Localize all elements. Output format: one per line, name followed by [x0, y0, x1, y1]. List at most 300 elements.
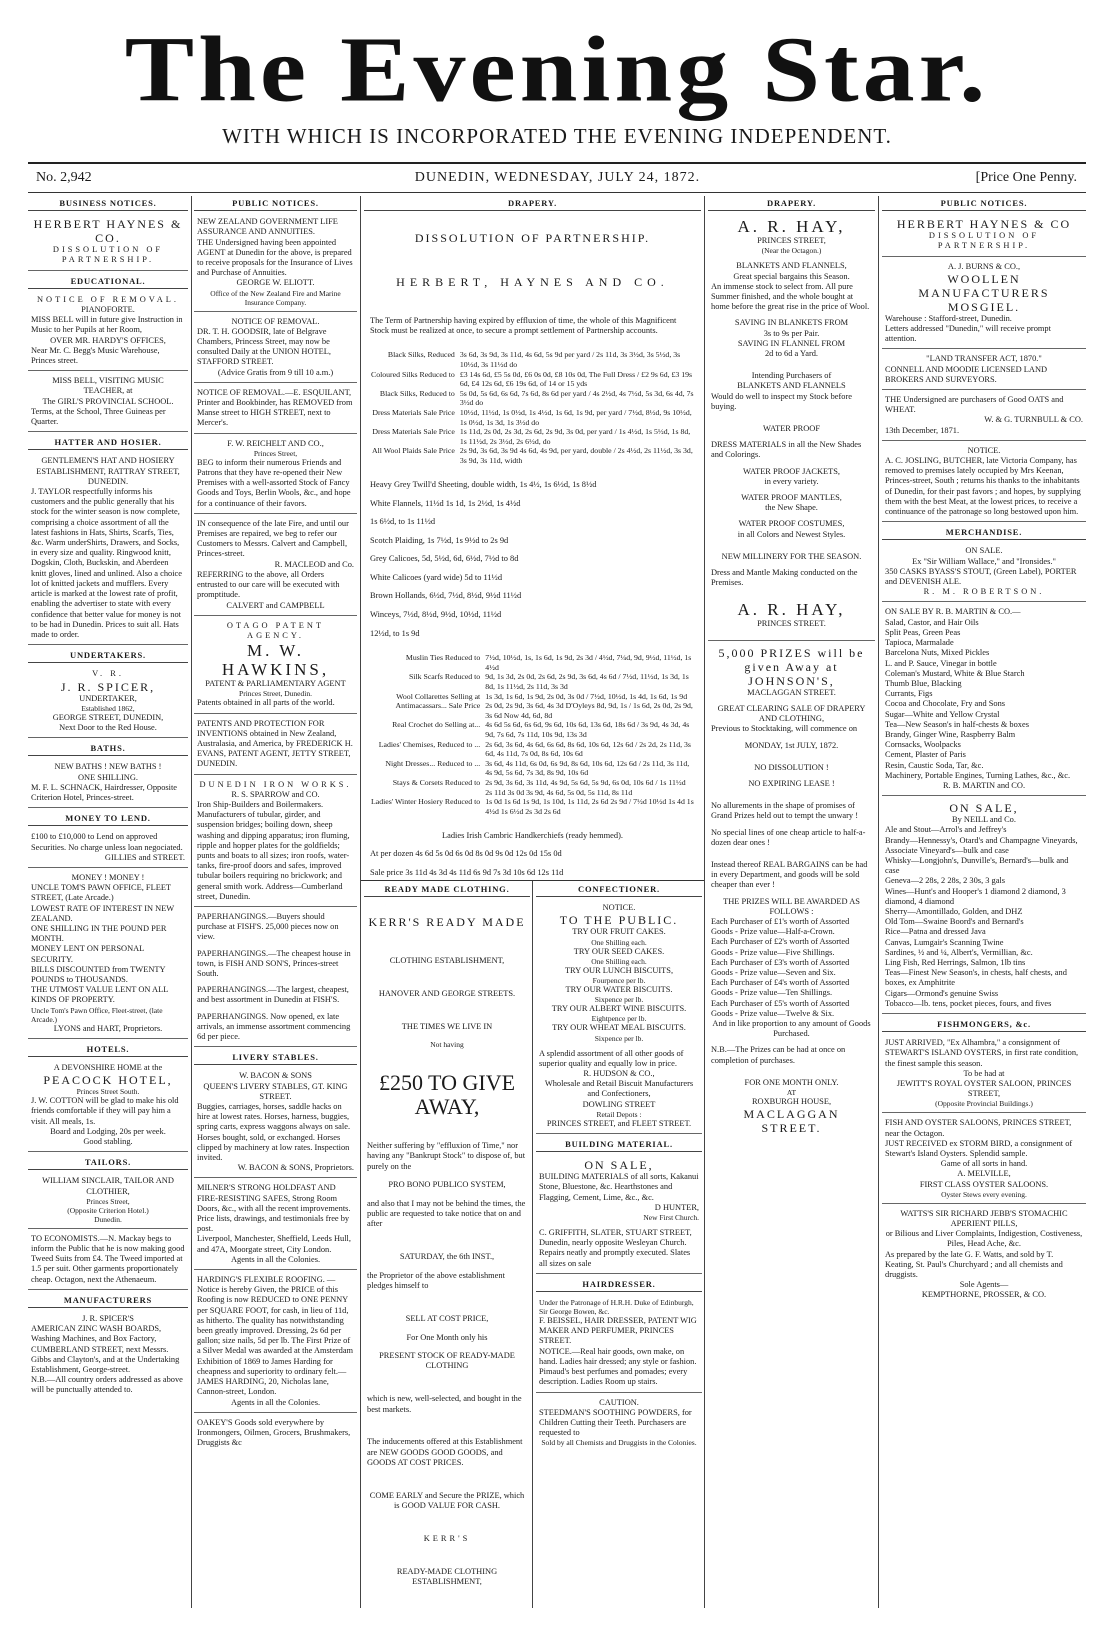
advert-text: One Shilling each. — [591, 937, 647, 947]
advert-text: L. and P. Sauce, Vinegar in bottle — [885, 658, 997, 668]
advert-text: 13th December, 1871. — [885, 425, 960, 435]
price-values: 2s 9d, 3s 6d, 3s 11d, 4s 9d, 5s 6d, 5s 9d, 6s 0d, 10s 6d / 1s 11½d 2s 11d 3s 0d 3s 9d, 4s 6d, 5s 0d, 5s 11d, 8s 11d — [485, 777, 686, 797]
advert-text: Canvas, Lumgair's Scanning Twine — [885, 937, 1004, 947]
advert-text: Price lists, drawings, and testimonials free by post. — [197, 1214, 350, 1234]
advert-text: Uncle Tom's Pawn Office, Fleet-street, (late Arcade.) — [31, 1005, 163, 1024]
price-item-label: Black Silks, Reduced — [387, 350, 455, 360]
advert-text: Neither suffering by "effluxion of Time," nor having any "Bankrupt Stock" to dispose of, but purely on the — [367, 1141, 526, 1171]
section-header: DRAPERY. — [364, 196, 701, 211]
advert-text: NEW BATHS ! NEW BATHS ! — [54, 762, 162, 772]
advert-text: Tapioca, Marmalade — [885, 638, 954, 648]
price-values: 1s 0d 1s 6d 1s 9d, 1s 10d, 1s 11d, 2s 6d 2s 9d / 7½d 10½d 1s 4d 1s 4½d 1s 6½d 2s 3d 2s 6d — [485, 797, 694, 816]
advert-text: R. S. SPARROW and CO. — [231, 789, 320, 799]
advert-text: M. W. HAWKINS, — [221, 641, 330, 680]
advert-text: Near Mr. C. Begg's Music Warehouse, Princes street. — [31, 345, 160, 366]
advert-text: Not having — [430, 1040, 464, 1050]
section-header: FISHMONGERS, &c. — [882, 1017, 1086, 1032]
advert-text: 1s 6½d, to 1s 11½d — [370, 517, 436, 527]
dateline — [30, 168, 1085, 190]
advert-text: Would do well to inspect my Stock before buying. — [711, 391, 852, 411]
advert-text: Barcelona Nuts, Mixed Pickles — [885, 648, 990, 658]
advert-text: J. TAYLOR respectfully informs his customers and the public generally that his stock for the winter season is now complete, comprising a choice assortment of all the latest fashions in Hats, Shirts, Scarfs, Ties, &c. Warm underShirts, Drawers, and Socks, in every size and quality. Ringwood knitt, Dogskin, Cloth, Buckskin, and Aberdeen knitt gloves, lined and unlined. Also a choice lot of knitted jackets and mufflers. Every article is marked at the lowest rate of profit, enabling the advertiser to state with every confidence that better value for money is not to be had in Dunedin. Prices to suit all. Hats made to order. — [31, 487, 182, 639]
advert — [28, 871, 188, 1039]
advert-text: A. R. HAY, — [737, 217, 846, 237]
advert-text: TRY OUR ALBERT WINE BISCUITS. — [551, 1004, 687, 1014]
price-item-label: All Wool Plaids Sale Price — [371, 446, 455, 456]
price-values: 4s 6d 5s 6d, 6s 6d, 9s 6d, 10s 6d, 13s 6d, 18s 6d / 3s 9d, 4s 3d, 4s 9d, 7s 6d, 7s 11d, 10s 9d, 13s 3d — [485, 720, 690, 739]
advert-text: 5,000 PRIZES will be given Away at — [718, 645, 865, 674]
advert-text: KEMPTHORNE, PROSSER, & CO. — [921, 1290, 1047, 1300]
advert-text: Under the Patronage of H.R.H. Duke of Edinburgh, Sir George Bowen, &c. — [539, 1298, 694, 1317]
advert-text: HANOVER AND GEORGE STREETS. — [378, 988, 516, 998]
section-header: EDUCATIONAL. — [28, 274, 188, 289]
column-3b — [536, 882, 702, 1607]
advert-text: 350 CASKS BYASS'S STOUT, (Green Label), PORTER and DEVENISH ALE. — [885, 566, 1077, 587]
advert-text: KERR'S — [423, 1534, 471, 1544]
advert — [882, 1036, 1086, 1113]
advert-text: the Proprietor of the above establishment pledges himself to — [367, 1270, 505, 1290]
advert-text: PRINCES STREET, and FLEET STREET. — [546, 1118, 692, 1128]
section-header: HATTER AND HOSIER. — [28, 435, 188, 450]
advert-text: N.B.—The Prizes can be had at once on completion of purchases. — [711, 1045, 846, 1065]
advert-text: BEG to inform their numerous Friends and Patrons that they have re-opened their New Premises with a well-assorted Stock of Fancy Goods and Toys, Berlin Wools, &c., and hope for a continuance of their favors. — [197, 457, 351, 508]
advert-text: Warehouse : Stafford-street, Dunedin. — [885, 313, 1012, 323]
advert-text: Thumb Blue, Blacking — [885, 678, 962, 688]
advert-text: NOTICE.—Real hair goods, own make, on hand. Ladies hair dressed; any style or fashion. Pimaud's best perfumes and pomades; every description. Ladies Room up stairs. — [539, 1346, 697, 1387]
advert-text: C. GRIFFITH, SLATER, STUART STREET, Dunedin, nearly opposite Wesleyan Church. Repairs neatly and promptly executed. Slates all sizes on sale — [539, 1228, 692, 1268]
advert-text: R. B. MARTIN and CO. — [942, 780, 1026, 790]
advert-text: PAPERHANGINGS.—Buyers should purchase at FISH'S. 25,000 pieces now on view. — [197, 911, 339, 942]
advert-text: PATENT & PARLIAMENTARY AGENT — [205, 679, 346, 689]
advert-text: The inducements offered at this Establishment are NEW GOODS GOOD GOODS, and GOODS AT COST PRICES. — [367, 1437, 523, 1467]
section-header: LIVERY STABLES. — [194, 1050, 357, 1065]
advert-text: Rice—Patna and dressed Java — [885, 927, 986, 937]
column-5 — [882, 196, 1086, 1611]
advert-text: FOR ONE MONTH ONLY. — [744, 1077, 839, 1087]
advert-text: SAVING IN FLANNEL FROM — [737, 338, 846, 348]
advert-text: To be had at — [963, 1068, 1005, 1078]
advert-text: THE Undersigned are purchasers of Good OATS and WHEAT. — [885, 395, 1064, 415]
price-values: 3s 6d, 3s 9d, 3s 11d, 4s 6d, 5s 9d per yard / 2s 11d, 3s 3½d, 3s 5½d, 3s 10½d, 3s 11½d do — [459, 350, 681, 369]
advert-text: Wines—Hunt's and Hooper's 1 diamond 2 diamond, 3 diamond, 4 diamond — [885, 886, 1066, 906]
section-header: TAILORS. — [28, 1155, 188, 1170]
advert-text: MONEY LENT ON PERSONAL SECURITY. — [31, 944, 144, 964]
advert-text: GEORGE W. ELIOTT. — [236, 278, 315, 288]
advert-text: D HUNTER, — [654, 1202, 699, 1212]
advert-text: PARTNERSHIP. — [937, 241, 1031, 251]
advert-text: Each Purchaser of £5's worth of Assorted Goods - Prize value—Twelve & Six. — [711, 998, 850, 1018]
advert-text: As prepared by the late G. F. Watts, and sold by T. Keating, St. Paul's Churchyard ; and all chemists and druggists. — [885, 1249, 1063, 1280]
advert — [28, 374, 188, 432]
advert-text: Brandy, Ginger Wine, Raspberry Balm — [885, 729, 1016, 739]
advert-text: TO ECONOMISTS.—N. Mackay begs to inform the Public that he is now making good Tweed Suits from £4. The Tweed imported at 1.5 per suit. Other garments proportionately cheap. Octagon, next the Athenaeum. — [31, 1233, 185, 1284]
advert — [194, 517, 357, 616]
price-values: 2s 0d, 2s 9d, 3s 6d, 4s 3d D'Oyleys 8d, 9d, 1s / 1s 6d, 2s 0d, 2s 9d, 3s 6d Now 4d, 6d, 8d — [485, 701, 693, 720]
price-values: 1s 3d, 1s 6d, 1s 9d, 2s 0d, 3s 0d / 7½d, 10½d, 1s 4d, 1s 6d, 1s 9d — [485, 691, 688, 701]
advert-text: PAPERHANGINGS.—The cheapest house in town, is FISH AND SON'S, Princes-street South. — [197, 948, 351, 978]
advert — [536, 1156, 702, 1274]
price-values: 10½d, 11½d, 1s 0½d, 1s 4½d, 1s 6d, 1s 9d, per yard / 7½d, 8½d, 9s 10½d, 1s 0½d, 1s 3d, 1s 3½d do — [459, 407, 692, 427]
advert-text: W. BACON & SONS — [239, 1071, 312, 1081]
price-item-label: Dress Materials Sale Price — [372, 407, 455, 417]
advert-text: White Calicoes (yard wide) 5d to 11½d — [370, 572, 503, 582]
advert-text: DOWLING STREET — [582, 1099, 656, 1109]
advert-text: TRY OUR FRUIT CAKES. — [572, 927, 666, 937]
advert-text: WATER PROOF — [762, 424, 820, 434]
advert-text: WATTS'S SIR RICHARD JEBB'S STOMACHIC APERIENT PILLS, — [900, 1208, 1068, 1229]
advert-text: Tobacco—lb. tens, pocket pieces, fours, and fives — [885, 998, 1052, 1008]
advert-text: WATER PROOF COSTUMES, — [738, 519, 845, 529]
advert-text: "LAND TRANSFER ACT, 1870." — [926, 354, 1042, 364]
advert-text: Sherry—Amontillado, Golden, and DHZ — [885, 906, 1023, 916]
advert-text: and also that I may not be behind the times, the public are requested to take notice that on and after — [367, 1198, 526, 1229]
advert — [882, 544, 1086, 602]
advert-text: DISSOLUTION OF — [928, 231, 1040, 241]
advert-text: The GIRL'S PROVINCIAL SCHOOL. — [42, 396, 174, 406]
advert-text: One Shilling each. — [591, 956, 647, 966]
advert — [882, 393, 1086, 441]
advert-text: NOTICE OF REMOVAL.—E. ESQUILANT, Printer and Bookbinder, has REMOVED from Manse street to HIGH STREET, next to Mercer's. — [197, 387, 353, 428]
advert-text: New First Church. — [643, 1213, 699, 1223]
advert-text: PATENTS AND PROTECTION FOR INVENTIONS obtained in New Zealand, Australasia, and America, by FREDERICK H. EVANS, PATENT AGENT, JETTY STREET, DUNEDIN. — [197, 718, 353, 769]
advert-text: Established 1862, — [81, 703, 135, 713]
advert — [708, 215, 875, 640]
advert-text: JEWITT'S ROYAL OYSTER SALOON, PRINCES STREET, — [896, 1079, 1072, 1099]
price-values: £3 14s 6d, £5 5s 0d, £6 0s 0d, £8 10s 0d, The Full Dress / £2 9s 6d, £3 19s 6d, £4 12s 6d, £6 19s 6d, of 14 or 15 yds — [459, 369, 693, 389]
advert-text: OTAGO PATENT AGENCY. — [226, 620, 325, 640]
advert-text: Agents in all the Colonies. — [230, 1254, 321, 1264]
advert-text: J. R. SPICER, — [60, 679, 156, 694]
column-3a — [364, 882, 530, 1607]
advert-text: Ladies Irish Cambric Handkerchiefs (ready hemmed). — [442, 830, 623, 840]
price-values: 3s 6d, 4s 11d, 6s 0d, 6s 9d, 8s 6d, 10s 6d, 12s 6d / 2s 11d, 3s 11d, 4s 9d, 5s 6d, 7s 3d, 8s 9d, 10s 6d — [485, 758, 690, 778]
advert-text: ROXBURGH HOUSE, — [751, 1096, 832, 1106]
advert-text: PRO BONO PUBLICO SYSTEM, — [388, 1180, 506, 1190]
advert-text: CLOTHING ESTABLISHMENT, — [389, 955, 505, 965]
advert-text: NO DISSOLUTION ! — [754, 762, 829, 772]
advert — [28, 830, 188, 868]
advert-text: WATER PROOF JACKETS, — [742, 466, 841, 476]
advert-text: ONE SHILLING IN THE POUND PER MONTH. — [31, 923, 167, 944]
advert-text: QUEEN'S LIVERY STABLES, GT. KING STREET. — [203, 1081, 348, 1101]
advert-text: Geneva—2 28s, 2 28s, 2 30s, 3 gals — [885, 876, 1006, 886]
price-item-label: Dress Materials Sale Price — [372, 427, 455, 437]
advert-text: (Advice Gratis from 9 till 10 a.m.) — [217, 367, 334, 377]
advert-text: Dress and Mantle Making conducted on the Premises. — [711, 568, 858, 588]
advert-text: Scotch Plaiding, 1s 7½d, 1s 9½d to 2s 9d — [370, 535, 509, 545]
section-header: PUBLIC NOTICES. — [194, 196, 357, 211]
advert-text: Old Tom—Swaine Boord's and Bernard's — [885, 917, 1024, 927]
advert-text: At per dozen 4s 6d 5s 0d 6s 0d 8s 0d 9s 0d 12s 0d 15s 0d — [370, 849, 562, 859]
advert-text: LOWEST RATE OF INTEREST IN NEW ZEALAND. — [31, 903, 175, 923]
advert-text: Sale price 3s 11d 4s 3d 4s 11d 6s 9d 7s 3d 10s 6d 12s 11d — [370, 867, 564, 877]
advert-text: M. F. L. SCHNACK, Hairdresser, Opposite Criterion Hotel, Princes-street. — [31, 782, 178, 802]
advert-text: BLANKETS AND FLANNELS, — [736, 261, 847, 271]
advert-text: Coleman's Mustard, White & Blue Starch — [885, 668, 1025, 678]
advert-text: W. BACON & SONS, Proprietors. — [237, 1163, 354, 1173]
advert-text: FIRST CLASS OYSTER SALOONS. — [919, 1179, 1049, 1189]
advert-text: £250 TO GIVE AWAY, — [378, 1070, 516, 1120]
advert — [194, 1273, 357, 1413]
section-header: MONEY TO LEND. — [28, 811, 188, 826]
advert-text: Teas—Finest New Season's, in chests, half chests, and boxes, ex Amphitrite — [885, 968, 1067, 988]
advert-text: Eightpence per lb. — [591, 1014, 647, 1024]
price-table — [370, 350, 695, 465]
advert-text: 12½d, to 1s 9d — [370, 628, 420, 638]
advert — [28, 667, 188, 738]
advert — [194, 215, 357, 311]
advert-text: MISS BELL, VISITING MUSIC TEACHER, at — [52, 376, 164, 396]
advert — [194, 1181, 357, 1270]
advert — [28, 1312, 188, 1400]
advert-text: WOOLLEN MANUFACTURERS MOSGIEL. — [918, 271, 1050, 314]
price-values: 2s 6d, 3s 6d, 4s 6d, 6s 6d, 8s 6d, 10s 6d, 12s 6d / 2s 2d, 2s 11d, 3s 6d, 4s 11d, 7s 0d, 8s 6d, 10s 6d — [485, 739, 691, 759]
price-item-label: Ladies' Winter Hosiery Reduced to — [371, 797, 481, 807]
advert-text: the New Shape. — [765, 503, 818, 513]
advert-text: BUILDING MATERIALS of all sorts, Kakanui Stone, Bluestone, &c. Hearthstones and Flagging, Cement, Lime, &c., &c. — [539, 1172, 699, 1202]
advert-text: Iron Ship-Builders and Boilermakers. Manufacturers of tubular, girder, and suspension bridges; boiling down, sheep washing and dipping apparatus; iron fluming, ripple and hopper plates for the goldfields; punts and boats to all sizes; iron roofs, water-tanks, fire-proof doors and safes, improved tubular boilers requiring no brickwork; and general smith work. Address—Cumberland street, Dunedin. — [197, 799, 350, 901]
advert-text: FISH AND OYSTER SALOONS, PRINCES STREET, near the Octagon. — [885, 1118, 1072, 1138]
advert-text: SAVING IN BLANKETS FROM — [734, 318, 849, 328]
advert-text: J. W. COTTON will be glad to make his old friends comfortable if they will pay him a visit. All meals, 1s. — [31, 1096, 179, 1126]
column-4 — [708, 196, 875, 1611]
advert-text: GEORGE STREET, DUNEDIN, — [52, 712, 164, 722]
advert-text: ON SALE, — [584, 1158, 654, 1173]
price-item-label: Wool Collarettes Selling at — [396, 691, 481, 701]
advert — [194, 1416, 357, 1453]
advert-text: Previous to Stocktaking, will commence on — [711, 724, 858, 734]
section-header: MANUFACTURERS — [28, 1293, 188, 1308]
column-rule — [360, 196, 361, 1608]
advert-text: PAPERHANGINGS. Now opened, ex late arrivals, an immense assortment commencing 6d per piece. — [197, 1011, 351, 1041]
advert-text: R. M. ROBERTSON. — [923, 587, 1045, 597]
advert-text: KERR'S READY MADE — [368, 915, 526, 930]
advert-text: (Opposite Provincial Buildings.) — [935, 1099, 1033, 1109]
advert-text: N.B.—All country orders addressed as above will be punctually attended to. — [31, 1375, 183, 1395]
advert-text: ONE SHILLING. — [77, 772, 138, 782]
column-2 — [194, 196, 357, 1611]
advert-text: THE UTMOST VALUE LENT ON ALL KINDS OF PROPERTY. — [31, 985, 169, 1005]
advert-text: Buggies, carriages, horses, saddle hacks on hire at lowest rates. Horses, harness, buggies, spring carts, express waggons always on sale. Horses bought, sold, or exchanged. Horses clipped by machinery at low rates. Inspection invited. — [197, 1102, 351, 1163]
advert-text: Resin, Caustic Soda, Tar, &c. — [885, 760, 984, 770]
advert-text: THE TIMES WE LIVE IN — [401, 1021, 493, 1031]
advert — [536, 1296, 702, 1392]
advert-text: Ling Fish, Red Herrings, Salmon, 1lb tins — [885, 957, 1026, 967]
advert-text: PRINCES STREET. — [757, 619, 826, 629]
advert — [882, 260, 1086, 350]
advert-text: DR. T. H. GOODSIR, late of Belgrave Chambers, Princess Street, may now be consulted Daily at the UNION HOTEL, STAFFORD STREET. — [197, 326, 331, 367]
advert-text: Each Purchaser of £3's worth of Assorted Goods - Prize value—Seven and Six. — [711, 957, 850, 977]
advert-text: For One Month only his — [406, 1332, 488, 1342]
advert-text: Each Purchaser of £1's worth of Assorted Goods - Prize value—Half-a-Crown. — [711, 916, 850, 937]
masthead-rule-bottom — [28, 192, 1086, 193]
advert-text: J. R. SPICER'S — [82, 1314, 134, 1324]
advert — [28, 215, 188, 270]
price-item-label: Black Silks, Reduced to — [379, 388, 455, 398]
advert-text: Office of the New Zealand Fire and Marine Insurance Company. — [210, 288, 341, 307]
issue-price: [Price One Penny. — [975, 170, 1077, 185]
advert-text: HERBERT, HAYNES AND CO. — [396, 275, 669, 290]
advert-text: Cement, Plaster of Paris — [885, 750, 966, 760]
price-item-label: Night Dresses... Reduced to ... — [385, 758, 481, 768]
price-values: 1s 11d, 2s 0d, 2s 3d, 2s 6d, 2s 9d, 3s 0d, per yard / 1s 4½d, 1s 5½d, 1s 8d, 1s 11½d, 2s 3½d, 2s 6½d, do — [459, 427, 691, 446]
advert-text: LYONS and HART, Proprietors. — [53, 1023, 163, 1033]
advert-text: Fourpence per lb. — [592, 976, 646, 986]
advert-text: JOHNSON'S, — [748, 673, 835, 688]
advert-text: Princes Street, — [86, 1196, 130, 1206]
advert-text: (Near the Octagon.) — [761, 246, 822, 256]
advert-text: NEW MILLINERY FOR THE SEASON. — [721, 551, 862, 561]
advert-text: And in like proportion to any amount of Goods Purchased. — [712, 1018, 871, 1039]
advert-text: UNDERTAKER, — [79, 693, 137, 703]
advert-text: MONDAY, 1st JULY, 1872. — [744, 740, 839, 750]
advert-text: F. BEISSEL, HAIR DRESSER, PATENT WIG MAKER AND PERFUMER, PRINCES STREET. — [539, 1316, 697, 1346]
advert — [882, 444, 1086, 522]
advert-text: GREAT CLEARING SALE OF DRAPERY AND CLOTHING, — [717, 703, 866, 724]
advert — [364, 901, 530, 1607]
advert-text: GENTLEMEN'S HAT AND HOSIERY ESTABLISHMENT, RATTRAY STREET, DUNEDIN. — [36, 456, 180, 486]
advert-text: BILLS DISCOUNTED from TWENTY POUNDS to THOUSANDS. — [31, 964, 166, 984]
advert-text: Next Door to the Red House. — [59, 722, 157, 732]
advert-text: Board and Lodging, 20s per week. — [50, 1126, 166, 1136]
advert-text: in every variety. — [764, 476, 819, 486]
advert-text: A. C. JOSLING, BUTCHER, late Victoria Company, has removed to premises lately occupied by Mrs Keenan, Princes-street, South ; returns his thanks to the inhabitants of Dunedin, for their past favors ; and hopes, by supplying them with the best Meat, at the lowest prices, to receive a continuance of the patronage so long bestowed upon him. — [885, 456, 1081, 517]
column-rule — [704, 196, 705, 1608]
advert-text: Retail Depots : — [596, 1109, 642, 1119]
advert-text: Princes Street, — [253, 448, 298, 458]
advert-text: R. HUDSON & CO., — [583, 1069, 655, 1079]
section-header: PUBLIC NOTICES. — [882, 196, 1086, 211]
advert-text: Heavy Grey Twill'd Sheeting, double width, 1s 4½, 1s 6½d, 1s 8½d — [370, 479, 597, 489]
advert — [882, 1207, 1086, 1305]
advert-text: By NEILL and Co. — [952, 815, 1016, 825]
advert-text: COME EARLY and Secure the PRIZE, which is GOOD VALUE FOR CASH. — [369, 1490, 525, 1511]
advert-text: PAPERHANGINGS.—The largest, cheapest, and best assortment in Dunedin at FISH'S. — [197, 985, 349, 1005]
advert-text: Great special bargains this Season. — [733, 271, 850, 281]
advert-text: CALVERT and CAMPBELL — [226, 600, 325, 610]
advert-text: TRY OUR WATER BISCUITS. — [565, 985, 673, 995]
advert-text: PARTNERSHIP. — [61, 255, 155, 265]
advert — [194, 910, 357, 1047]
advert-text: PRESENT STOCK OF READY-MADE CLOTHING — [379, 1351, 515, 1371]
advert-text: A. MELVILLE, — [957, 1169, 1011, 1179]
newspaper-subtitle: WITH WHICH IS INCORPORATED THE EVENING INDEPENDENT. — [222, 124, 892, 148]
price-item-label: Ladies' Chemises, Reduced to ... — [378, 739, 481, 749]
advert-text: Princes Street South. — [76, 1087, 140, 1097]
advert-text: REFERRING to the above, all Orders entrusted to our care will be executed with promptitude. — [197, 569, 340, 600]
advert-text: Instead thereof REAL BARGAINS can be had in every Department, and goods will be sold cheaper than ever ! — [711, 859, 868, 890]
advert-text: NEW ZEALAND GOVERNMENT LIFE ASSURANCE AND ANNUITIES. — [197, 217, 338, 237]
advert-text: Brown Hollands, 6½d, 7½d, 8½d, 9½d 11½d — [370, 591, 522, 601]
advert-text: Cornsacks, Woolpacks — [885, 740, 961, 750]
advert-text: MACLAGGAN STREET. — [743, 1107, 840, 1136]
column-rule — [532, 880, 533, 1608]
advert-text: Sixpence per lb. — [594, 1033, 644, 1043]
advert-text: Princes Street, Dunedin. — [239, 689, 312, 699]
advert-text: 3s to 9s per Pair. — [763, 328, 820, 338]
section-header: HAIRDRESSER. — [536, 1277, 702, 1292]
advert-text: JUST ARRIVED, "Ex Alhambra," a consignment of STEWART'S ISLAND OYSTERS, in first rate condition, the finest sample this season. — [885, 1038, 1079, 1068]
advert-text: The Term of Partnership having expired by effluxion of time, the whole of this Magnificent Stock must be realized at once, to secure a prompt settlement of Partnership accounts. — [370, 315, 677, 335]
price-item-label: Real Crochet do Selling at... — [392, 720, 481, 730]
advert-text: Grey Calicoes, 5d, 5½d, 6d, 6½d, 7½d to 8d — [370, 554, 519, 564]
advert — [28, 1174, 188, 1228]
advert-text: Salad, Castor, and Hair Oils — [885, 617, 979, 627]
advert-text: W. & G. TURNBULL & CO. — [984, 415, 1083, 425]
advert-text: Terms, at the School, Three Guineas per Quarter. — [31, 406, 166, 427]
advert-text: SATURDAY, the 6th INST., — [399, 1252, 495, 1262]
advert-text: (Opposite Criterion Hotel.) — [67, 1205, 149, 1215]
advert-text: HERBERT HAYNES & CO. — [33, 217, 183, 246]
price-table — [370, 653, 695, 816]
advert-text: CONNELL AND MOODIE LICENSED LAND BROKERS AND SURVEYORS. — [885, 364, 1048, 384]
issue-number: No. 2,942 — [36, 170, 92, 185]
price-item-label: Muslin Ties Reduced to — [405, 653, 481, 663]
advert — [194, 717, 357, 775]
advert-text: STEEDMAN'S SOOTHING POWDERS, for Children Cutting their Teeth. Purchasers are requested to — [539, 1407, 692, 1438]
advert-text: F. W. REICHELT AND CO., — [227, 438, 324, 448]
advert-text: Letters addressed "Dunedin," will receive prompt attention. — [885, 324, 1051, 344]
advert-text: DISSOLUTION OF — [52, 245, 164, 255]
price-item-label: Stays & Corsets Reduced to — [392, 777, 481, 787]
advert-text: Ale and Stout—Arrol's and Jeffrey's — [885, 825, 1007, 835]
advert-text: White Flannels, 11½d 1s 1d, 1s 2½d, 1s 4½d — [370, 498, 521, 508]
advert-text: A splendid assortment of all other goods of superior quality and equally low in price. — [539, 1048, 684, 1068]
advert — [28, 1061, 188, 1152]
advert-text: Tea—New Season's in half-chests & boxes — [885, 719, 1029, 729]
advert-text: THE PRIZES WILL BE AWARDED AS FOLLOWS : — [723, 896, 860, 916]
column-3-top — [364, 196, 701, 880]
advert-text: Sardines, ½ and ¼, Albert's, Vermillian, &c. — [885, 947, 1033, 957]
advert-text: Dunedin. — [94, 1214, 122, 1224]
advert-text: Wholesale and Retail Biscuit Manufacturers and Confectioners, — [544, 1079, 694, 1099]
price-values: 9d, 1s 3d, 2s 0d, 2s 6d, 2s 9d, 3s 6d, 4s 6d / 7½d, 11½d, 1s 3d, 1s 8d, 1s 11½d, 2s 11d, 3s 3d — [485, 672, 689, 692]
advert-text: BLANKETS AND FLANNELS — [737, 381, 846, 391]
advert-text: DISSOLUTION OF PARTNERSHIP. — [414, 231, 651, 246]
price-item-label: Antimacassars... Sale Price — [395, 701, 481, 711]
advert-text: THE Undersigned having been appointed AGENT at Dunedin for the above, is prepared to receive proposals for the Insurance of Lives and Purchase of Annuities. — [197, 237, 353, 278]
advert — [194, 386, 357, 434]
advert-text: Good stabling. — [83, 1137, 133, 1147]
advert — [28, 293, 188, 371]
advert — [194, 437, 357, 514]
advert — [194, 1069, 357, 1178]
advert-text: No allurements in the shape of promises of Grand Prizes held out to tempt the unwary ! — [711, 801, 858, 821]
column-rule — [191, 196, 192, 1608]
advert — [882, 1116, 1086, 1203]
advert-text: Agents in all the Colonies. — [230, 1397, 321, 1407]
advert-text: PEACOCK HOTEL, — [43, 1073, 173, 1088]
advert — [882, 352, 1086, 390]
advert-text: Ex "Sir William Wallace," and "Ironsides." — [912, 556, 1056, 566]
advert-text: AMERICAN ZINC WASH BOARDS, Washing Machines, and Box Factory, CUMBERLAND STREET, next Messrs. Gibbs and Clayton's, and at the Undertaking Establishment, George-street. — [31, 1324, 180, 1375]
advert-text: JUST RECEIVED ex STORM BIRD, a consignment of Stewart's Island Oysters. Splendid sample. — [885, 1138, 1073, 1159]
advert — [708, 644, 875, 1140]
section-header: READY MADE CLOTHING. — [364, 882, 530, 897]
advert-text: Winceys, 7½d, 8½d, 9½d, 10½d, 11½d — [370, 610, 502, 620]
price-values: 7½d, 10½d, 1s, 1s 6d, 1s 9d, 2s 3d / 4½d, 7¼d, 9d, 9½d, 11½d, 1s 4½d — [485, 653, 692, 672]
advert-text: PIANOFORTE. — [81, 305, 135, 315]
price-item-label: Silk Scarfs Reduced to — [408, 672, 481, 682]
advert-text: Sole Agents— — [959, 1280, 1009, 1290]
section-header: HOTELS. — [28, 1042, 188, 1057]
advert — [28, 1232, 188, 1290]
advert-text: 2d to 6d a Yard. — [764, 349, 819, 359]
advert-text: Sixpence per lb. — [594, 995, 644, 1005]
section-header: BUSINESS NOTICES. — [28, 196, 188, 211]
price-item-label: Coloured Silks Reduced to — [371, 369, 455, 379]
advert — [194, 778, 357, 907]
